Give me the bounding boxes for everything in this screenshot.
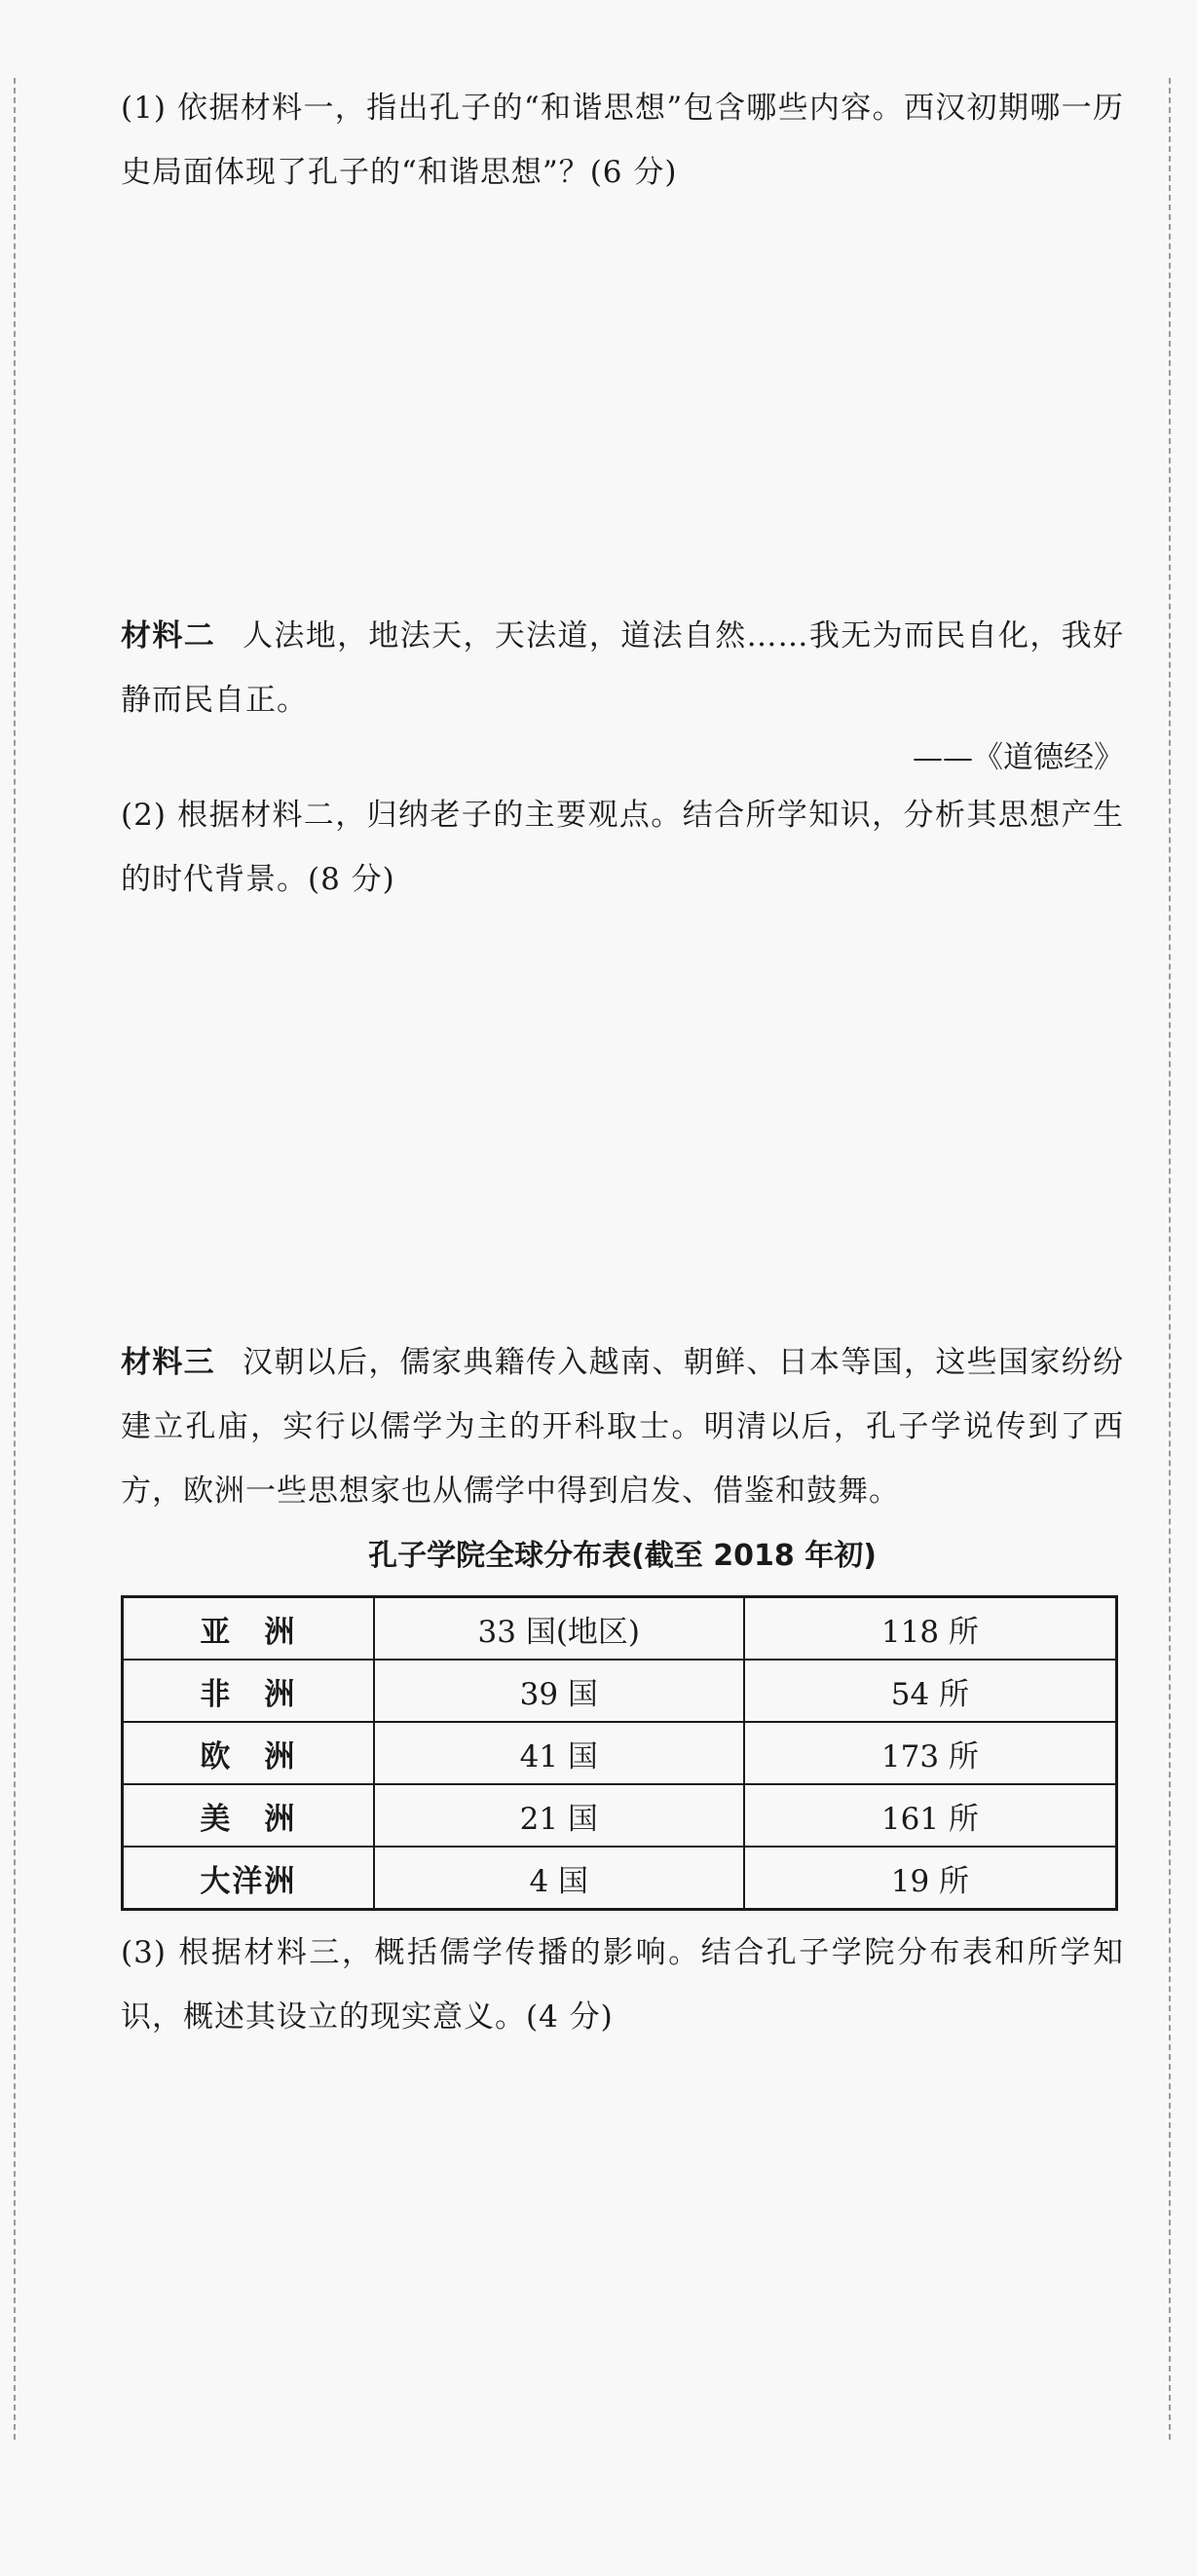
table-row bbox=[123, 1597, 1117, 1661]
institutes-cell: 173 所 bbox=[744, 1722, 1117, 1784]
material-3-text: 汉朝以后，儒家典籍传入越南、朝鲜、日本等国，这些国家纷纷建立孔庙，实行以儒学为主的开科取士。明清以后，孔子学说传到了西方，欧洲一些思想家也从儒学中得到启发、借鉴和鼓舞。 bbox=[121, 1345, 1124, 1509]
table-row bbox=[123, 1784, 1117, 1847]
answer-space-question-1 bbox=[121, 205, 1124, 604]
continent-cell: 大洋洲 bbox=[123, 1847, 374, 1910]
continent-cell: 非 洲 bbox=[123, 1660, 374, 1722]
question-3: (3) 根据材料三，概括儒学传播的影响。结合孔子学院分布表和所学知识，概述其设立的现实意义。(4 分) bbox=[121, 1935, 1124, 2035]
continent-cell: 美 洲 bbox=[123, 1784, 374, 1847]
question-1: (1) 依据材料一，指出孔子的“和谐思想”包含哪些内容。西汉初期哪一历史局面体现了孔子的“和谐思想”？(6 分) bbox=[121, 91, 1124, 190]
institutes-cell: 19 所 bbox=[744, 1847, 1117, 1910]
institutes-cell: 54 所 bbox=[744, 1660, 1117, 1722]
countries-cell: 33 国(地区) bbox=[374, 1597, 744, 1661]
material-2-source: ——《道德经》 bbox=[913, 740, 1124, 775]
table-title: 孔子学院全球分布表(截至 2018 年初) bbox=[368, 1539, 877, 1573]
question-2: (2) 根据材料二，归纳老子的主要观点。结合所学知识，分析其思想产生的时代背景。(8 分) bbox=[121, 798, 1124, 897]
material-2-label: 材料二 bbox=[121, 618, 216, 653]
table-row bbox=[123, 1660, 1117, 1722]
material-2 bbox=[121, 604, 1124, 732]
continent-cell: 亚 洲 bbox=[123, 1597, 374, 1661]
material-3 bbox=[121, 1330, 1124, 1523]
right-margin-dashed-line bbox=[1169, 78, 1171, 2440]
answer-space-question-2 bbox=[121, 912, 1124, 1330]
exam-page-content bbox=[121, 76, 1124, 2049]
left-margin-dashed-line bbox=[14, 78, 16, 2440]
confucius-institute-distribution-table bbox=[121, 1595, 1118, 1911]
table-row bbox=[123, 1847, 1117, 1910]
institutes-cell: 118 所 bbox=[744, 1597, 1117, 1661]
institutes-cell: 161 所 bbox=[744, 1784, 1117, 1847]
table-row bbox=[123, 1722, 1117, 1784]
material-3-label: 材料三 bbox=[121, 1345, 215, 1380]
countries-cell: 41 国 bbox=[374, 1722, 744, 1784]
continent-cell: 欧 洲 bbox=[123, 1722, 374, 1784]
countries-cell: 4 国 bbox=[374, 1847, 744, 1910]
countries-cell: 39 国 bbox=[374, 1660, 744, 1722]
countries-cell: 21 国 bbox=[374, 1784, 744, 1847]
material-2-text: 人法地，地法天，天法道，道法自然……我无为而民自化，我好静而民自正。 bbox=[121, 618, 1125, 718]
